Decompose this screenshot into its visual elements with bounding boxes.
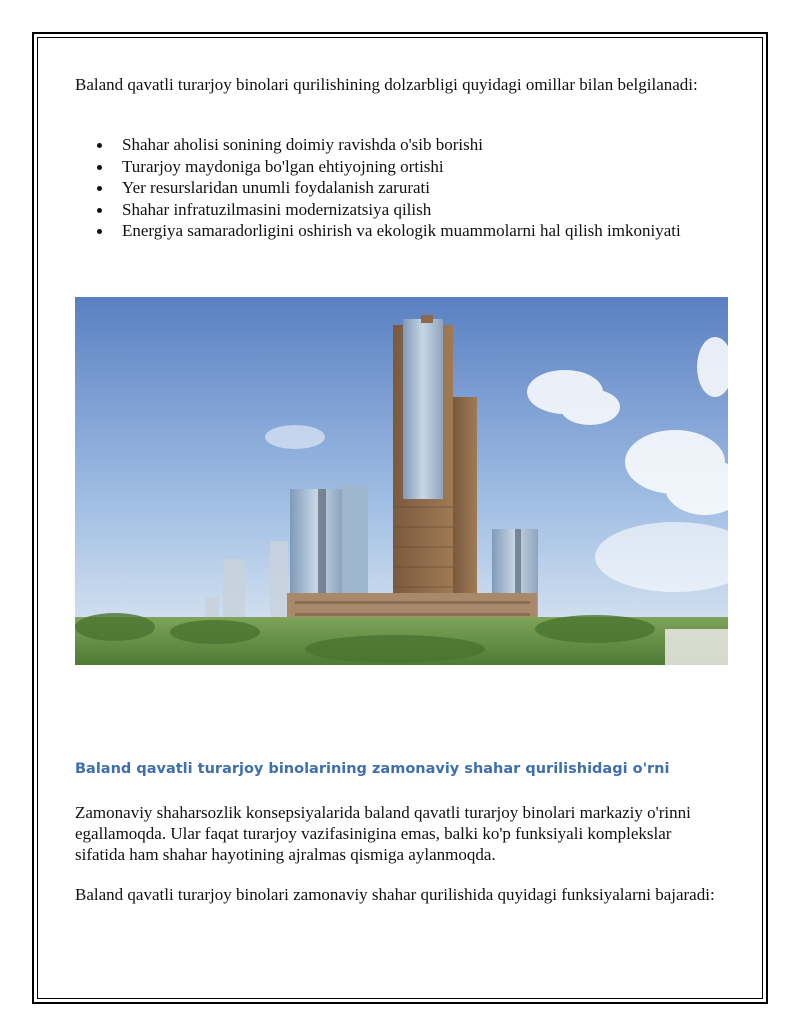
section-heading: Baland qavatli turarjoy binolarining zamonaviy shahar qurilishidagi o'rni	[75, 761, 670, 777]
bullet-icon	[97, 208, 102, 213]
list-item: Energiya samaradorligini oshirish va ekologik muammolarni hal qilish imkoniyati	[75, 220, 755, 242]
bullet-icon	[97, 143, 102, 148]
intro-paragraph: Baland qavatli turarjoy binolari qurilishining dolzarbligi quyidagi omillar bilan belgilanadi:	[75, 75, 698, 94]
list-item: Shahar aholisi sonining doimiy ravishda o'sib borishi	[75, 134, 755, 156]
list-item: Shahar infratuzilmasini modernizatsiya qilish	[75, 199, 755, 221]
body-paragraph: Zamonaviy shaharsozlik konsepsiyalarida baland qavatli turarjoy binolari markaziy o'rinni egallamoqda. Ular faqat turarjoy vazifasinigina emas, balki ko'p funksiyali komplekslar sifatida ham shahar hayotining ajralmas qismiga aylanmoqda.	[75, 803, 691, 864]
list-item: Yer resurslaridan unumli foydalanish zarurati	[75, 177, 755, 199]
towers-photo	[75, 297, 728, 665]
bullet-icon	[97, 229, 102, 234]
factors-list	[75, 134, 755, 242]
bullet-icon	[97, 165, 102, 170]
bullet-icon	[97, 186, 102, 191]
list-item: Turarjoy maydoniga bo'lgan ehtiyojning ortishi	[75, 156, 755, 178]
body-paragraph-lead-in: Baland qavatli turarjoy binolari zamonaviy shahar qurilishida quyidagi funksiyalarni bajaradi:	[75, 885, 715, 904]
